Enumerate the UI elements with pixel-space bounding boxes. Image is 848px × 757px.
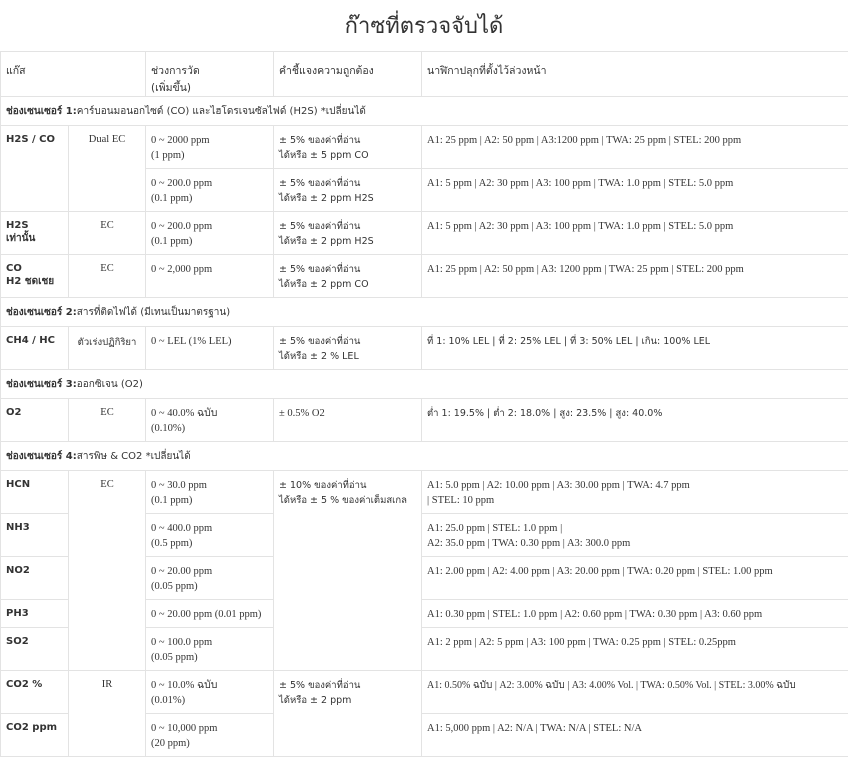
range-cell: 0 ~ 200.0 ppm (0.1 ppm): [146, 212, 274, 255]
table-row: [1, 126, 848, 169]
alarm-cell: A1: 2 ppm | A2: 5 ppm | A3: 100 ppm | TWA: 0.25 ppm | STEL: 0.25ppm: [422, 628, 848, 671]
table-row: [1, 399, 848, 442]
sensor-type: EC: [69, 399, 146, 442]
range-cell: 0 ~ 100.0 ppm (0.05 ppm): [146, 628, 274, 671]
range-cell: 0 ~ 200.0 ppm (0.1 ppm): [146, 169, 274, 212]
accuracy-cell: ± 5% ของค่าที่อ่าน ได้หรือ ± 2 ppm CO: [274, 255, 422, 298]
alarm-cell: A1: 5 ppm | A2: 30 ppm | A3: 100 ppm | TWA: 1.0 ppm | STEL: 5.0 ppm: [422, 212, 848, 255]
accuracy-cell: ± 5% ของค่าที่อ่าน ได้หรือ ± 2 ppm: [274, 671, 422, 757]
alarm-cell: A1: 0.30 ppm | STEL: 1.0 ppm | A2: 0.60 ppm | TWA: 0.30 ppm | A3: 0.60 ppm: [422, 600, 848, 628]
gas-name: PH3: [1, 600, 69, 628]
alarm-cell: A1: 5,000 ppm | A2: N/A | TWA: N/A | STEL: N/A: [422, 714, 848, 757]
accuracy-cell: ± 5% ของค่าที่อ่าน ได้หรือ ± 2 ppm H2S: [274, 169, 422, 212]
alarm-cell: A1: 25.0 ppm | STEL: 1.0 ppm | A2: 35.0 ppm | TWA: 0.30 ppm | A3: 300.0 ppm: [422, 514, 848, 557]
section-row: ช่องเซนเซอร์ 2:สารที่ติดไฟได้ (มีเทนเป็นมาตรฐาน): [1, 298, 848, 327]
range-cell: 0 ~ 2000 ppm (1 ppm): [146, 126, 274, 169]
header-alarms: นาฬิกาปลุกที่ตั้งไว้ล่วงหน้า: [422, 52, 848, 97]
table-row: [1, 327, 848, 370]
gas-name: CO2 %: [1, 671, 69, 714]
sensor-type: ตัวเร่งปฏิกิริยา: [69, 327, 146, 370]
sensor-type: EC: [69, 212, 146, 255]
table-header-row: [1, 52, 848, 97]
page-title: ก๊าซที่ตรวจจับได้: [0, 8, 848, 43]
gas-name: H2S / CO: [1, 126, 69, 212]
gas-name: CO H2 ชดเชย: [1, 255, 69, 298]
alarm-cell: A1: 5.0 ppm | A2: 10.00 ppm | A3: 30.00 ppm | TWA: 4.7 ppm | STEL: 10 ppm: [422, 471, 848, 514]
accuracy-cell: ± 10% ของค่าที่อ่าน ได้หรือ ± 5 % ของค่าเต็มสเกล: [274, 471, 422, 671]
gas-name: CO2 ppm: [1, 714, 69, 757]
alarm-cell: A1: 0.50% ฉบับ | A2: 3.00% ฉบับ | A3: 4.00% Vol. | TWA: 0.50% Vol. | STEL: 3.00% ฉบับ: [422, 671, 848, 714]
accuracy-cell: ± 5% ของค่าที่อ่าน ได้หรือ ± 2 ppm H2S: [274, 212, 422, 255]
gas-name: SO2: [1, 628, 69, 671]
gas-name: NO2: [1, 557, 69, 600]
accuracy-cell: ± 5% ของค่าที่อ่าน ได้หรือ ± 5 ppm CO: [274, 126, 422, 169]
gas-name: O2: [1, 399, 69, 442]
alarm-cell: A1: 25 ppm | A2: 50 ppm | A3: 1200 ppm | TWA: 25 ppm | STEL: 200 ppm: [422, 255, 848, 298]
sensor-type: EC: [69, 471, 146, 671]
range-cell: 0 ~ 400.0 ppm (0.5 ppm): [146, 514, 274, 557]
table-row: [1, 255, 848, 298]
alarm-cell: A1: 25 ppm | A2: 50 ppm | A3:1200 ppm | TWA: 25 ppm | STEL: 200 ppm: [422, 126, 848, 169]
table-row: [1, 471, 848, 514]
header-range: ช่วงการวัด (เพิ่มขึ้น): [146, 52, 274, 97]
gas-name: HCN: [1, 471, 69, 514]
range-cell: 0 ~ 2,000 ppm: [146, 255, 274, 298]
section-row: ช่องเซนเซอร์ 1:คาร์บอนมอนอกไซด์ (CO) และไฮโดรเจนซัลไฟด์ (H2S) *เปลี่ยนได้: [1, 97, 848, 126]
range-cell: 0 ~ 10.0% ฉบับ (0.01%): [146, 671, 274, 714]
accuracy-cell: ± 5% ของค่าที่อ่าน ได้หรือ ± 2 % LEL: [274, 327, 422, 370]
gas-name: CH4 / HC: [1, 327, 69, 370]
range-cell: 0 ~ 20.00 ppm (0.01 ppm): [146, 600, 274, 628]
header-gas: แก๊ส: [1, 52, 146, 97]
accuracy-cell: ± 0.5% O2: [274, 399, 422, 442]
alarm-cell: ที่ 1: 10% LEL | ที่ 2: 25% LEL | ที่ 3: 50% LEL | เกิน: 100% LEL: [422, 327, 848, 370]
range-cell: 0 ~ 30.0 ppm (0.1 ppm): [146, 471, 274, 514]
table-row: [1, 671, 848, 714]
alarm-cell: A1: 2.00 ppm | A2: 4.00 ppm | A3: 20.00 ppm | TWA: 0.20 ppm | STEL: 1.00 ppm: [422, 557, 848, 600]
section-row: ช่องเซนเซอร์ 3:ออกซิเจน (O2): [1, 370, 848, 399]
table-row: [1, 212, 848, 255]
range-cell: 0 ~ 10,000 ppm (20 ppm): [146, 714, 274, 757]
sensor-type: Dual EC: [69, 126, 146, 212]
range-cell: 0 ~ LEL (1% LEL): [146, 327, 274, 370]
section-row: ช่องเซนเซอร์ 4:สารพิษ & CO2 *เปลี่ยนได้: [1, 442, 848, 471]
gas-table: [0, 51, 848, 757]
alarm-cell: ต่ำ 1: 19.5% | ต่ำ 2: 18.0% | สูง: 23.5% | สูง: 40.0%: [422, 399, 848, 442]
range-cell: 0 ~ 40.0% ฉบับ (0.10%): [146, 399, 274, 442]
alarm-cell: A1: 5 ppm | A2: 30 ppm | A3: 100 ppm | TWA: 1.0 ppm | STEL: 5.0 ppm: [422, 169, 848, 212]
sensor-type: EC: [69, 255, 146, 298]
header-accuracy: คำชี้แจงความถูกต้อง: [274, 52, 422, 97]
gas-name: H2S เท่านั้น: [1, 212, 69, 255]
gas-name: NH3: [1, 514, 69, 557]
range-cell: 0 ~ 20.00 ppm (0.05 ppm): [146, 557, 274, 600]
sensor-type: IR: [69, 671, 146, 757]
